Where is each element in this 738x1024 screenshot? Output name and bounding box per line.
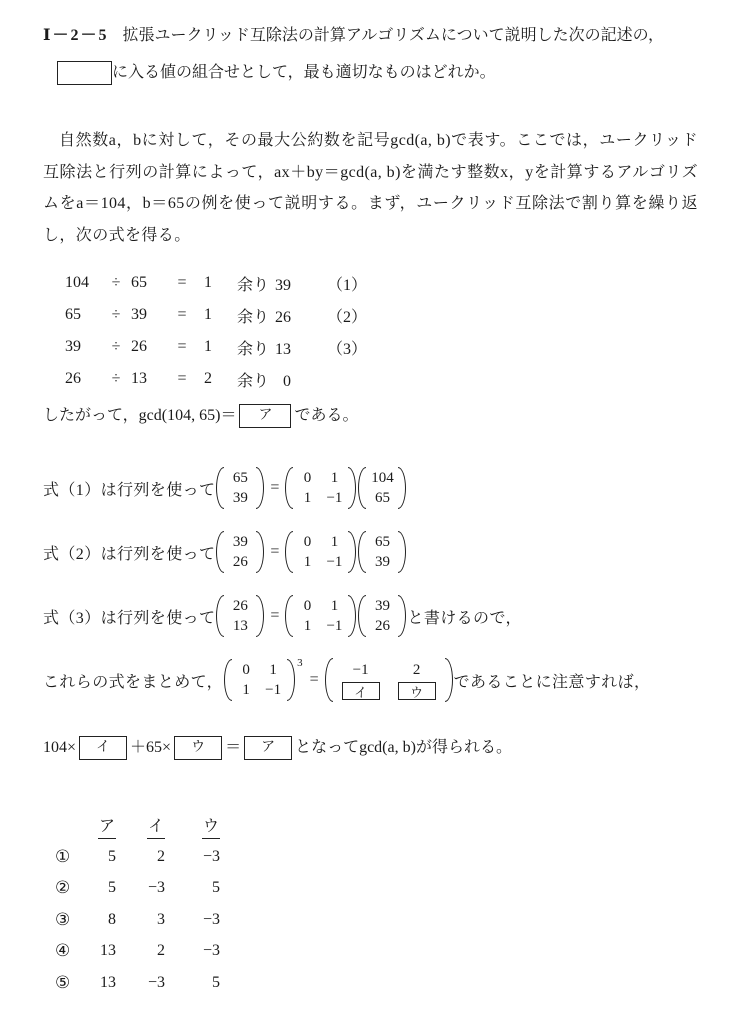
answer-blank-u: ウ — [174, 736, 222, 760]
matrix-eq-prefix: 式（3）は行列を使って — [43, 609, 216, 627]
lhs-vector — [216, 594, 264, 638]
matrix-cell: 2 — [412, 662, 421, 678]
matrix-cell: −1 — [265, 682, 282, 698]
matrix-exponent: 3 — [297, 657, 303, 669]
matrix-cell: 0 — [303, 470, 312, 486]
header-label: ア — [98, 813, 116, 839]
matrix-paren-left — [224, 659, 232, 701]
matrix-paren-left — [285, 467, 293, 509]
choice-number: ⑤ — [55, 972, 71, 992]
matrix-paren-left — [216, 531, 224, 573]
choice-value-a: 13 — [100, 942, 116, 960]
divide-sign: ÷ — [111, 306, 121, 323]
equals-sign: = — [177, 306, 187, 323]
combined-suffix: であることに注意すれば， — [453, 673, 651, 691]
matrix-paren-right — [398, 467, 406, 509]
final-equation-line — [43, 733, 698, 763]
remainder-label: 余り — [237, 276, 270, 294]
divide-sign: ÷ — [111, 338, 121, 355]
matrix-paren-right — [256, 595, 264, 637]
matrix-paren-left — [285, 595, 293, 637]
matrix-cell: 1 — [330, 598, 339, 614]
choices-header-u — [165, 813, 220, 839]
matrix-cell: 1 — [330, 470, 339, 486]
vector-cell: 13 — [232, 618, 248, 634]
vector-cell: 39 — [374, 598, 390, 614]
divisor: 13 — [131, 370, 147, 387]
choice-value-u: 5 — [212, 879, 220, 897]
divisor: 26 — [131, 338, 147, 355]
matrix-cell: 1 — [303, 554, 312, 570]
dividend: 39 — [65, 338, 81, 355]
remainder-label: 余り — [237, 308, 270, 326]
remainder-value: 39 — [275, 276, 292, 294]
choices-header-i — [116, 813, 165, 839]
choice-value-u: −3 — [202, 847, 220, 865]
equals-sign: = — [177, 274, 187, 291]
matrix-cell: 1 — [303, 618, 312, 634]
matrix-equation-1 — [43, 463, 698, 513]
matrix-cell: −1 — [326, 490, 343, 506]
final-equals: ＝ — [225, 739, 242, 756]
matrix-cell: 0 — [242, 662, 250, 678]
question-number: Ⅰ－2－5 — [43, 27, 109, 44]
dividend: 26 — [65, 370, 81, 387]
matrix-paren-right — [348, 531, 356, 573]
matrix-paren-left — [285, 531, 293, 573]
divide-sign: ÷ — [111, 370, 121, 387]
matrix-paren-left — [216, 595, 224, 637]
matrix-paren-left — [325, 658, 333, 702]
division-equation-2 — [65, 299, 698, 331]
matrix-paren-left — [216, 467, 224, 509]
dividend: 104 — [65, 274, 89, 291]
final-text-2: ＋65× — [130, 739, 172, 756]
choices-header-row — [55, 811, 698, 841]
answer-blank-i: イ — [342, 682, 380, 700]
remainder — [219, 272, 311, 295]
choice-row-5 — [55, 967, 698, 999]
remainder-value: 26 — [275, 308, 292, 326]
choice-value-i: −3 — [147, 973, 165, 991]
matrix-paren-left — [358, 531, 366, 573]
answer-blank-box-empty — [57, 61, 112, 85]
choice-row-4 — [55, 936, 698, 968]
transform-matrix — [285, 530, 356, 574]
question-title-text: 拡張ユークリッド互除法の計算アルゴリズムについて説明した次の記述の， — [122, 27, 664, 44]
equation-tag: （2） — [327, 308, 368, 326]
choice-value-a: 13 — [100, 973, 116, 991]
vector-cell: 39 — [232, 490, 248, 506]
gcd-result-line — [43, 401, 698, 431]
answer-choices-table — [55, 811, 698, 999]
matrix-cell: 0 — [303, 598, 312, 614]
remainder-value: 0 — [283, 372, 292, 390]
choice-value-i: 3 — [157, 910, 165, 928]
final-text-3: となってgcd(a, b)が得られる。 — [295, 739, 512, 756]
matrix-equation-2 — [43, 527, 698, 577]
choice-number: ③ — [55, 909, 71, 929]
combined-matrix-equation — [43, 655, 698, 705]
division-equation-4 — [65, 363, 698, 395]
header-label: イ — [147, 813, 165, 839]
vector-cell: 39 — [374, 554, 390, 570]
matrix-eq-prefix: 式（1）は行列を使って — [43, 481, 216, 499]
matrix-cell: −1 — [326, 618, 343, 634]
header-label: ウ — [202, 813, 220, 839]
choice-value-i: 2 — [157, 847, 165, 865]
choice-value-a: 5 — [108, 847, 116, 865]
lhs-vector — [216, 530, 264, 574]
matrix-paren-right — [348, 595, 356, 637]
base-matrix — [224, 658, 295, 702]
choice-value-a: 5 — [108, 879, 116, 897]
matrix-paren-right — [348, 467, 356, 509]
rhs-vector — [358, 530, 406, 574]
equals-sign: = — [270, 543, 280, 560]
vector-cell: 26 — [232, 554, 248, 570]
remainder — [219, 368, 311, 391]
gcd-line-suffix: である。 — [294, 407, 359, 424]
matrix-cell: −1 — [352, 662, 369, 678]
vector-cell: 104 — [371, 470, 394, 486]
choice-value-u: −3 — [202, 910, 220, 928]
matrix-equation-3 — [43, 591, 698, 641]
answer-blank-a: ア — [239, 404, 291, 428]
choice-value-i: 2 — [157, 942, 165, 960]
remainder — [219, 336, 311, 359]
rhs-vector — [358, 466, 406, 510]
choice-value-i: −3 — [147, 879, 165, 897]
choice-value-a: 8 — [108, 910, 116, 928]
matrix-paren-right — [287, 659, 295, 701]
question-header-line2 — [57, 61, 698, 85]
equals-sign: = — [270, 607, 280, 624]
choice-value-u: 5 — [212, 973, 220, 991]
divisor: 39 — [131, 306, 147, 323]
matrix-cell: 1 — [330, 534, 339, 550]
division-equations — [65, 267, 698, 395]
lhs-vector — [216, 466, 264, 510]
vector-cell: 26 — [232, 598, 248, 614]
equals-sign: = — [309, 671, 319, 688]
equals-sign: = — [177, 370, 187, 387]
answer-blank-i: イ — [79, 736, 127, 760]
dividend: 65 — [65, 306, 81, 323]
choice-row-1 — [55, 841, 698, 873]
intro-paragraph: 自然数a，bに対して，その最大公約数を記号gcd(a, b)で表す。ここでは，ユークリッド互除法と行列の計算によって，ax＋by＝gcd(a, b)を満たす整数x，yを計算するアルゴリズムをa＝104，b＝65の例を使って説明する。まず，ユークリッド互除法で割り算を繰り返し，次の式を得る。 — [43, 132, 698, 244]
matrix-paren-left — [358, 467, 366, 509]
matrix-paren-right — [256, 531, 264, 573]
equation-tag: （1） — [327, 276, 368, 294]
remainder-label: 余り — [237, 372, 270, 390]
choices-header-a — [92, 813, 116, 839]
divisor: 65 — [131, 274, 147, 291]
choice-row-2 — [55, 873, 698, 905]
answer-blank-a: ア — [244, 736, 292, 760]
rhs-vector — [358, 594, 406, 638]
matrix-paren-right — [256, 467, 264, 509]
remainder-label: 余り — [237, 340, 270, 358]
matrix-cell: 1 — [303, 490, 312, 506]
result-matrix — [325, 657, 453, 703]
combined-prefix: これらの式をまとめて， — [43, 673, 224, 691]
equals-sign: = — [270, 479, 280, 496]
vector-cell: 26 — [374, 618, 390, 634]
division-equation-1 — [65, 267, 698, 299]
vector-cell: 39 — [232, 534, 248, 550]
division-equation-3 — [65, 331, 698, 363]
matrix-cell: 1 — [242, 682, 250, 698]
choice-number: ② — [55, 878, 71, 898]
remainder — [219, 304, 311, 327]
vector-cell: 65 — [374, 534, 390, 550]
gcd-line-prefix: したがって，gcd(104, 65)＝ — [43, 407, 237, 424]
quotient: 1 — [204, 274, 212, 291]
vector-cell: 65 — [232, 470, 248, 486]
question-header — [43, 24, 698, 48]
divide-sign: ÷ — [111, 274, 121, 291]
answer-blank-u: ウ — [398, 682, 436, 700]
quotient: 1 — [204, 338, 212, 355]
choice-value-u: −3 — [202, 942, 220, 960]
matrix-cell: 1 — [269, 662, 277, 678]
matrix-eq-prefix: 式（2）は行列を使って — [43, 545, 216, 563]
quotient: 2 — [204, 370, 212, 387]
matrix-cell: 0 — [303, 534, 312, 550]
matrix-eq-suffix: と書けるので， — [407, 609, 522, 627]
choice-number: ① — [55, 846, 71, 866]
final-text-1: 104× — [43, 739, 77, 756]
equation-tag: （3） — [327, 340, 368, 358]
choice-number: ④ — [55, 941, 71, 961]
matrix-paren-right — [445, 658, 453, 702]
question-title-text2: に入る値の組合せとして，最も適切なものはどれか。 — [112, 64, 496, 81]
matrix-paren-left — [358, 595, 366, 637]
equals-sign: = — [177, 338, 187, 355]
matrix-cell: −1 — [326, 554, 343, 570]
remainder-value: 13 — [275, 340, 292, 358]
choice-row-3 — [55, 904, 698, 936]
vector-cell: 65 — [374, 490, 390, 506]
quotient: 1 — [204, 306, 212, 323]
matrix-paren-right — [398, 595, 406, 637]
matrix-paren-right — [398, 531, 406, 573]
transform-matrix — [285, 466, 356, 510]
transform-matrix — [285, 594, 356, 638]
